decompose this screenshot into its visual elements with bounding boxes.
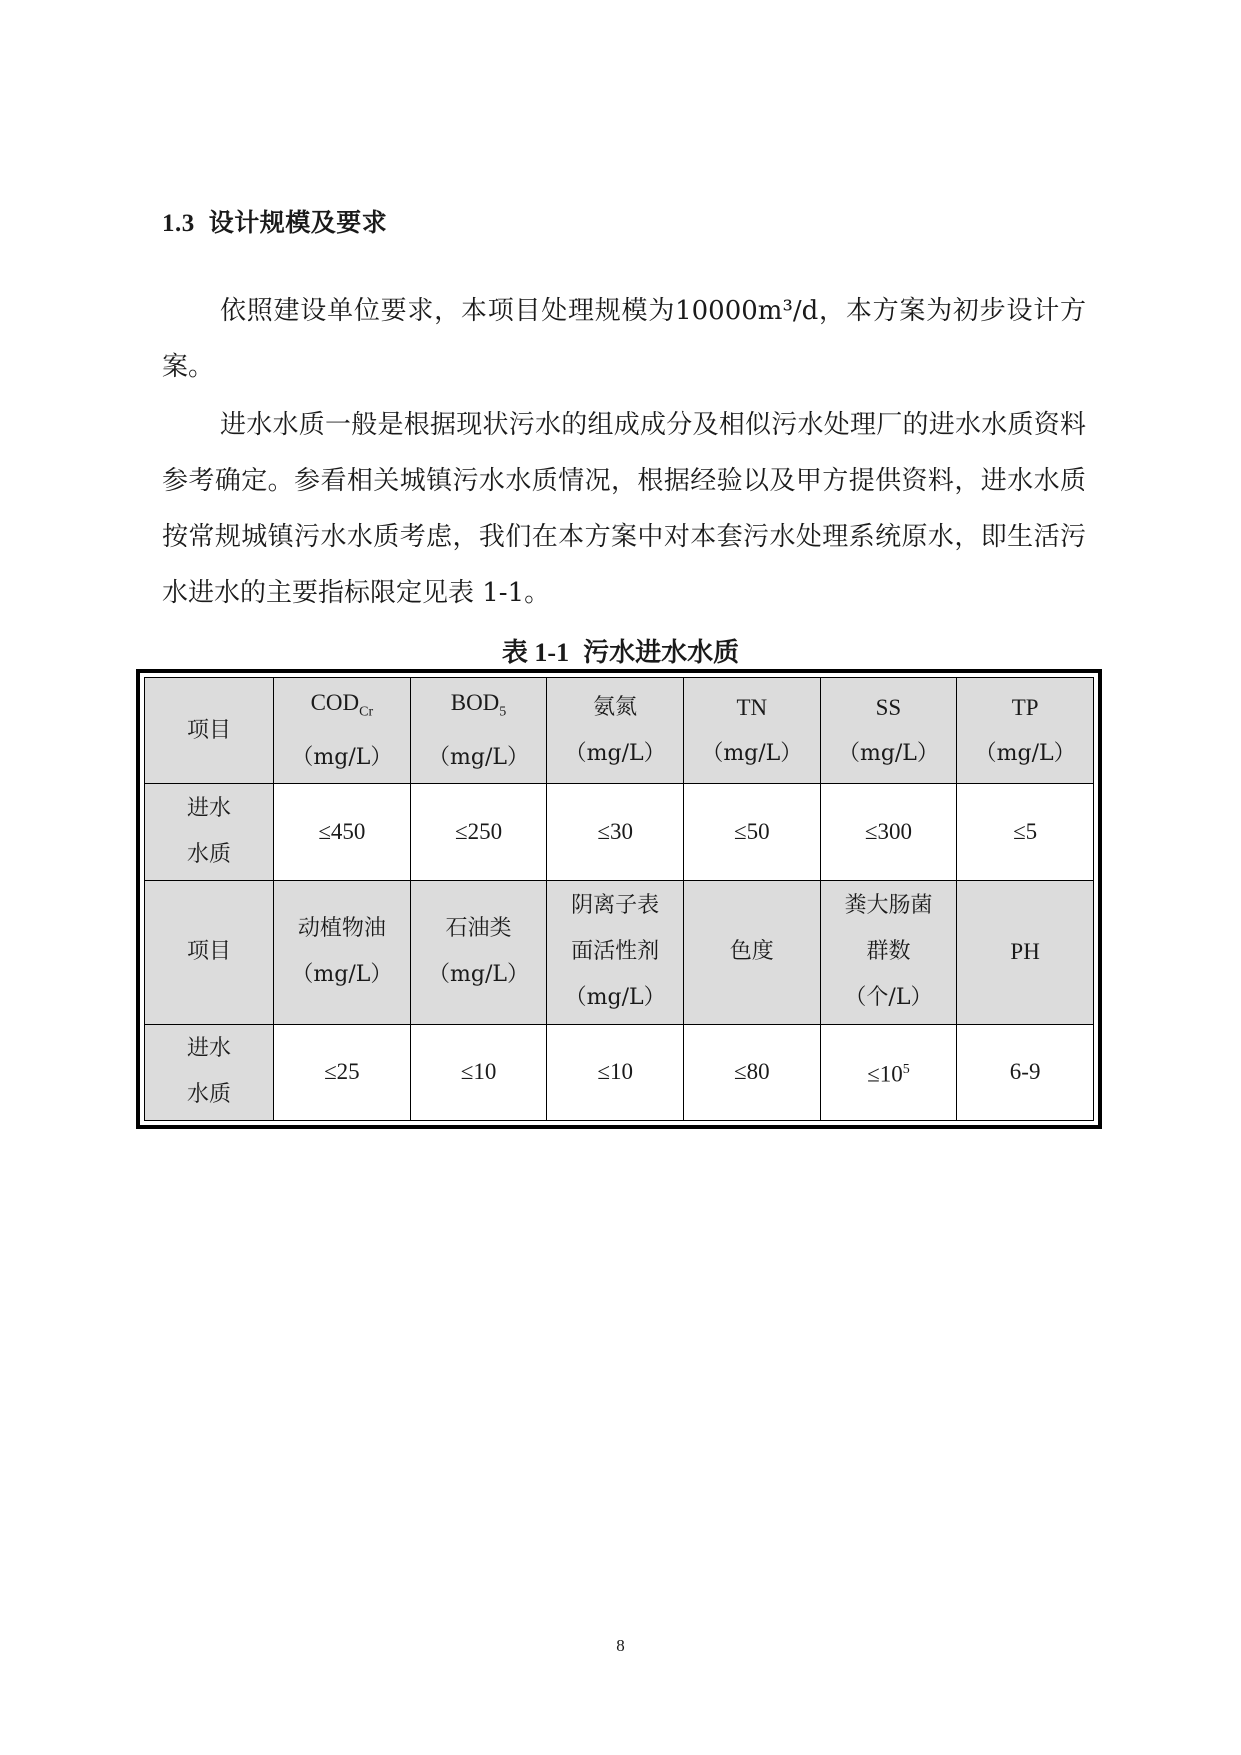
header-cell-petroleum	[410, 880, 547, 1024]
value-cell: 6-9	[957, 1024, 1094, 1120]
row-label-line-1: 进水	[187, 1036, 232, 1062]
section-title: 设计规模及要求	[208, 208, 388, 237]
table-data-row-2	[145, 1024, 1094, 1120]
header-line-2: 群数	[866, 939, 911, 965]
value-cell: ≤25	[274, 1024, 411, 1120]
header-cell-ss	[820, 678, 957, 784]
table-caption	[0, 632, 1241, 669]
table-data-row-1	[145, 784, 1094, 880]
header-unit: （mg/L）	[428, 745, 529, 771]
header-main: BOD	[450, 689, 500, 715]
header-line-1: 石油类	[445, 916, 512, 942]
header-unit: （mg/L）	[974, 740, 1076, 766]
row-label-line-1: 进水	[187, 795, 232, 821]
value-cell: ≤450	[274, 784, 411, 880]
row-label-line-2: 水质	[187, 841, 232, 867]
header-line-2: （mg/L）	[428, 962, 529, 988]
header-cell-surfactant	[547, 880, 684, 1024]
row-label	[145, 1024, 274, 1120]
row-label-line-2: 水质	[187, 1082, 232, 1108]
header-line-2: （mg/L）	[291, 962, 393, 988]
header-cell-chroma	[683, 880, 820, 1024]
header-line-1: 阴离子表	[571, 893, 660, 919]
header-main: SS	[875, 694, 902, 720]
header-main: TN	[736, 694, 768, 720]
header-line-1: 动植物油	[297, 916, 386, 942]
header-unit: （mg/L）	[701, 740, 803, 766]
table-caption-title: 污水进水水质	[583, 638, 740, 668]
header-main: TP	[1011, 694, 1039, 720]
paragraph-water-quality: 进水水质一般是根据现状污水的组成成分及相似污水处理厂的进水水质资料参考确定。参看相关城镇污水水质情况，根据经验以及甲方提供资料，进水水质按常规城镇污水水质考虑，我们在本方案中对本套污水处理系统原水，即生活污水进水的主要指标限定见表 1-1。	[162, 410, 1086, 608]
section-number: 1.3	[162, 210, 195, 237]
row-label	[145, 784, 274, 880]
header-unit: （mg/L）	[837, 740, 939, 766]
value-cell: ≤80	[683, 1024, 820, 1120]
value-cell-coliform	[820, 1024, 957, 1120]
header-unit: （mg/L）	[291, 745, 393, 771]
water-quality-table	[144, 677, 1094, 1121]
header-sub: Cr	[359, 704, 374, 720]
value-base: ≤10	[867, 1061, 903, 1087]
table-header-row-1	[145, 678, 1094, 784]
section-heading	[162, 203, 387, 239]
value-cell: ≤250	[410, 784, 547, 880]
header-line-3: （mg/L）	[564, 985, 666, 1011]
table-frame	[136, 669, 1102, 1129]
header-line-1: 粪大肠菌	[844, 893, 933, 919]
header-line-1: 色度	[729, 939, 774, 965]
header-cell-tp	[957, 678, 1094, 784]
value-cell: ≤300	[820, 784, 957, 880]
header-line-3: （个/L）	[844, 985, 933, 1011]
header-cell-ph: PH	[957, 880, 1094, 1024]
header-cell-vegetable-oil	[274, 880, 411, 1024]
value-exponent: 5	[902, 1061, 910, 1077]
header-sub: 5	[499, 704, 507, 720]
paragraph-scale: 依照建设单位要求，本项目处理规模为10000m³/d，本方案为初步设计方案。	[162, 296, 1086, 382]
header-main: COD	[310, 689, 360, 715]
table-caption-number: 表 1-1	[501, 638, 570, 667]
table-header-label: 项目	[145, 678, 274, 784]
table-header-row-2	[145, 880, 1094, 1024]
value-cell: ≤30	[547, 784, 684, 880]
header-cell-bod5	[410, 678, 547, 784]
value-cell: ≤10	[547, 1024, 684, 1120]
header-main: 氨氮	[593, 694, 638, 720]
header-cell-tn	[683, 678, 820, 784]
value-cell: ≤10	[410, 1024, 547, 1120]
table-header-label: 项目	[145, 880, 274, 1024]
value-cell: ≤5	[957, 784, 1094, 880]
header-cell-codcr	[274, 678, 411, 784]
value-cell: ≤50	[683, 784, 820, 880]
header-unit: （mg/L）	[564, 740, 666, 766]
header-cell-ammonia	[547, 678, 684, 784]
header-cell-coliform	[820, 880, 957, 1024]
header-line-2: 面活性剂	[571, 939, 660, 965]
page-number: 8	[616, 1636, 625, 1655]
